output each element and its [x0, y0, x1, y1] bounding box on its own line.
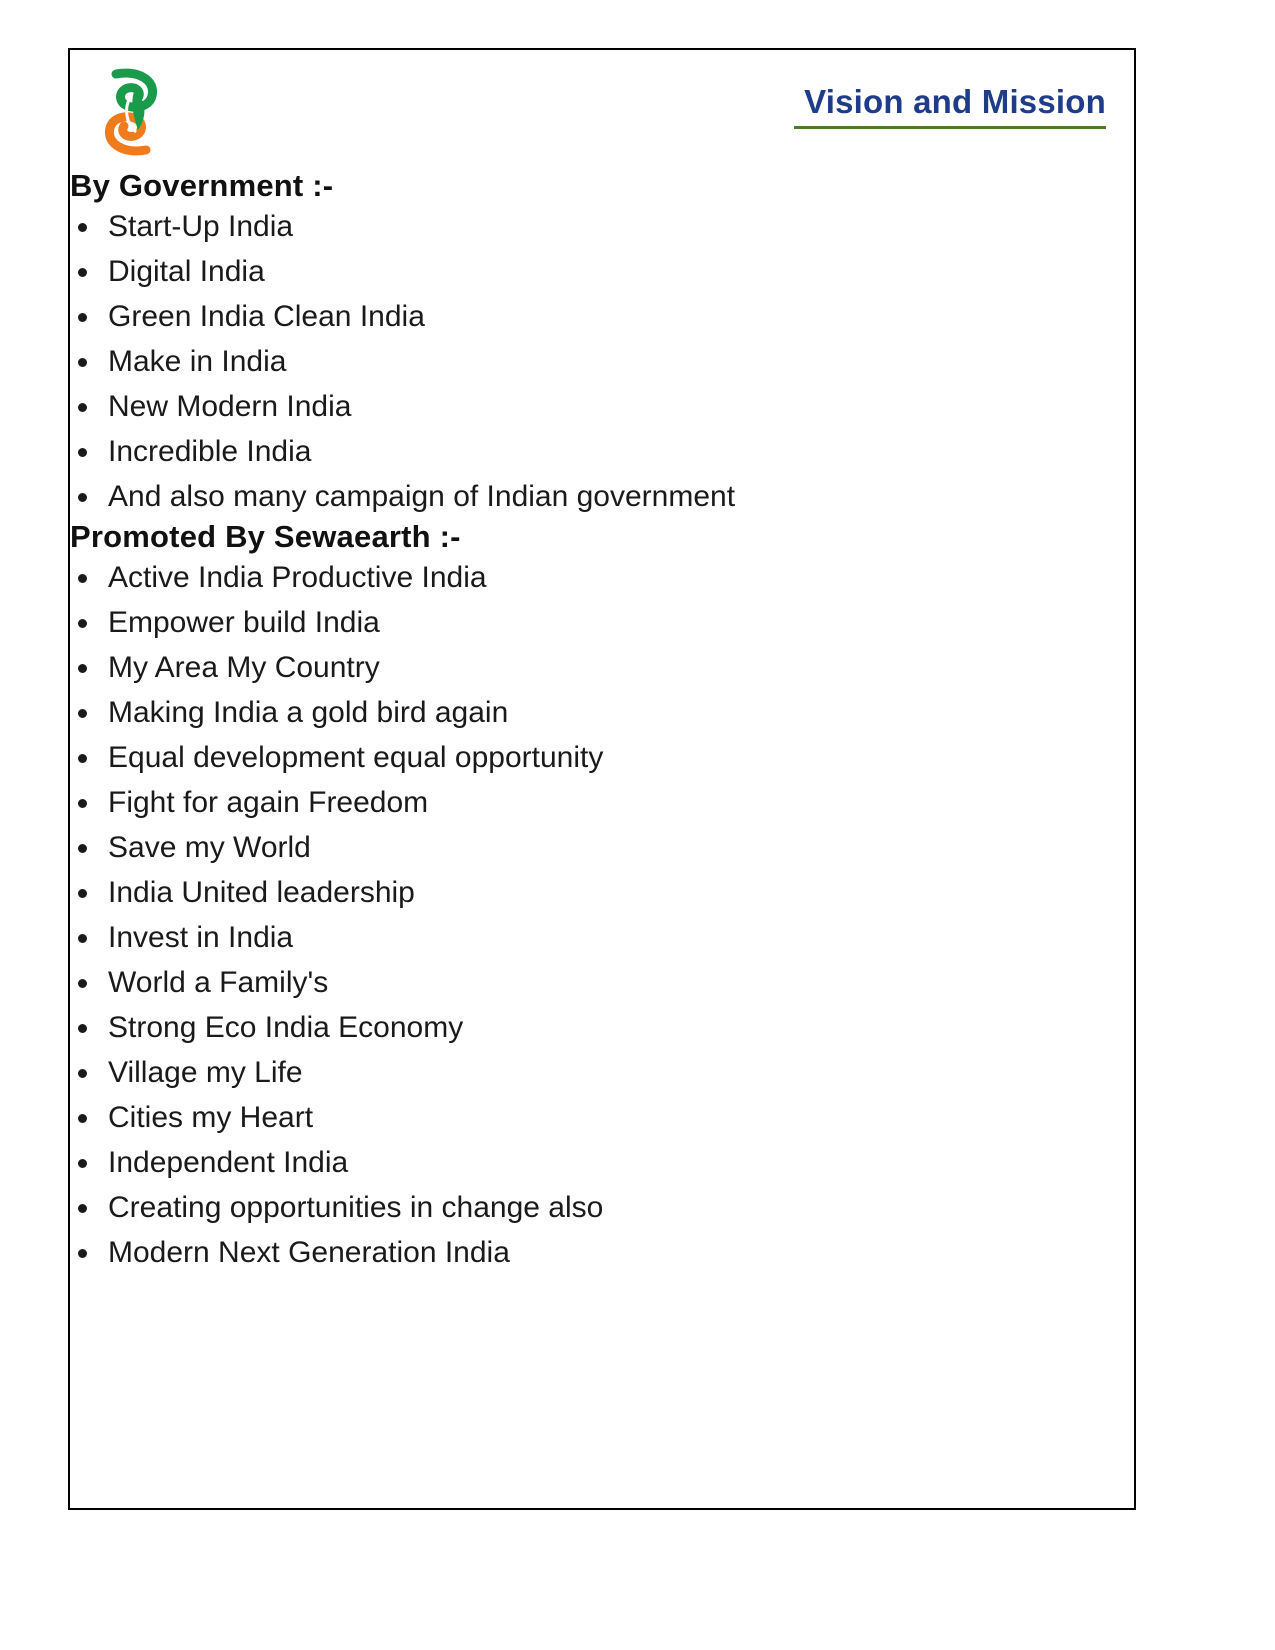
list-item: Digital India: [70, 249, 1134, 294]
list-item: Save my World: [70, 825, 1134, 870]
list-item: And also many campaign of Indian government: [70, 474, 1134, 519]
document-page: [68, 48, 1136, 1510]
list-item: Incredible India: [70, 429, 1134, 474]
title-underline: [794, 126, 1106, 129]
list-item: World a Family's: [70, 960, 1134, 1005]
sewaearth-hands-leaf-logo-icon: [94, 64, 170, 160]
list-item: Active India Productive India: [70, 555, 1134, 600]
list-item: Equal development equal opportunity: [70, 735, 1134, 780]
page-title-block: [794, 84, 1106, 129]
list-item: Creating opportunities in change also: [70, 1185, 1134, 1230]
page-title: Vision and Mission: [804, 83, 1106, 120]
list-item: India United leadership: [70, 870, 1134, 915]
section-heading-sewaearth: Promoted By Sewaearth :-: [70, 519, 461, 554]
list-item: Village my Life: [70, 1050, 1134, 1095]
list-item: Green India Clean India: [70, 294, 1134, 339]
list-item: My Area My Country: [70, 645, 1134, 690]
list-item: Modern Next Generation India: [70, 1230, 1134, 1275]
sewaearth-initiatives-list: [70, 555, 1134, 1275]
section-heading-government: By Government :-: [70, 168, 334, 203]
list-item: Start-Up India: [70, 204, 1134, 249]
list-item: Making India a gold bird again: [70, 690, 1134, 735]
list-item: Strong Eco India Economy: [70, 1005, 1134, 1050]
list-item: Make in India: [70, 339, 1134, 384]
list-item: Empower build India: [70, 600, 1134, 645]
government-initiatives-list: [70, 204, 1134, 519]
list-item: Fight for again Freedom: [70, 780, 1134, 825]
list-item: Cities my Heart: [70, 1095, 1134, 1140]
list-item: Independent India: [70, 1140, 1134, 1185]
list-item: Invest in India: [70, 915, 1134, 960]
page-header: [70, 50, 1134, 168]
page-content: [70, 168, 1134, 1275]
list-item: New Modern India: [70, 384, 1134, 429]
